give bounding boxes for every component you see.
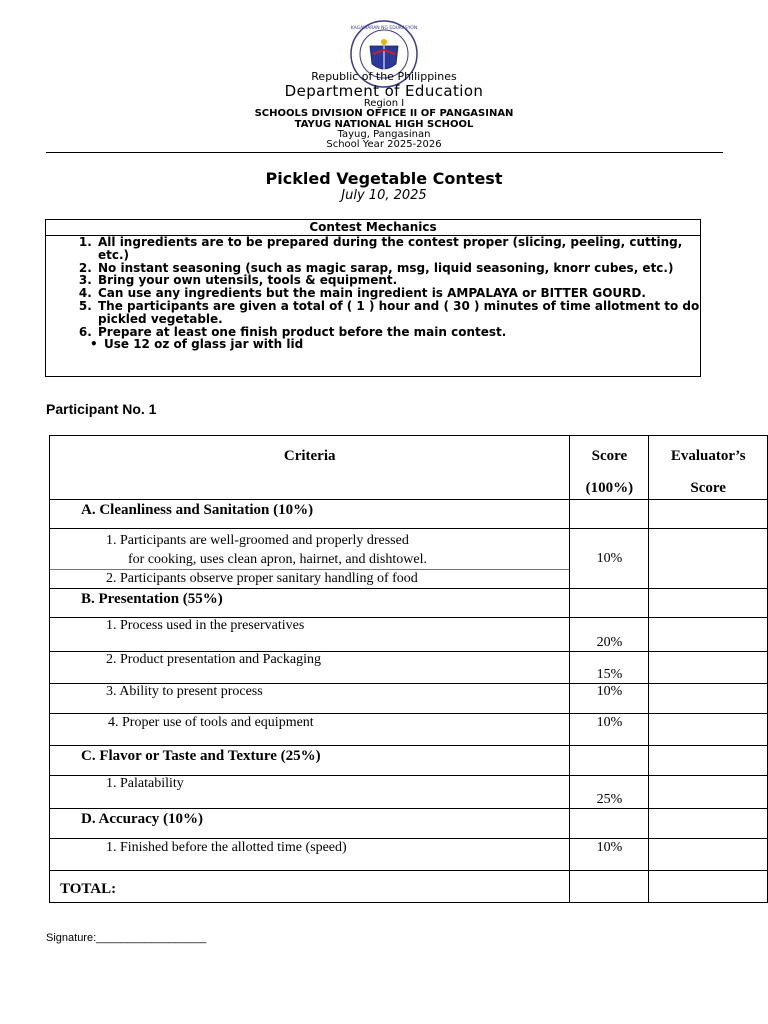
criterion-a1-line1: 1. Participants are well-groomed and properly dressed (106, 533, 409, 548)
mechanics-item: 5. The participants are given a total of ( 1 ) hour and ( 30 ) minutes of time allotment to do pickled vegetable. (96, 300, 700, 326)
score-header-line2: (100%) (585, 480, 634, 496)
section-d: D. Accuracy (10%) (50, 809, 570, 839)
evaluator-score-cell[interactable] (649, 500, 768, 529)
evaluator-score-cell[interactable] (649, 529, 768, 589)
evaluator-score-cell[interactable] (649, 589, 768, 618)
table-row (50, 529, 768, 589)
score-cell: 20% (570, 618, 649, 652)
criterion-c1: 1. Palatability (50, 776, 570, 809)
header-divider (46, 152, 723, 153)
department-text: Department of Education (284, 82, 484, 100)
table-row (50, 746, 768, 776)
table-row (50, 714, 768, 746)
region-text: Region I (363, 98, 405, 109)
table-row (50, 500, 768, 529)
mechanics-item: 4. Can use any ingredients but the main ingredient is AMPALAYA or BITTER GOURD. (96, 287, 700, 300)
mechanics-list (46, 236, 700, 338)
total-label: TOTAL: (50, 871, 570, 903)
evaluator-score-cell[interactable] (649, 618, 768, 652)
table-row (50, 652, 768, 684)
total-score-cell (570, 871, 649, 903)
table-row (50, 871, 768, 903)
mechanics-item: 6. Prepare at least one finish product before the main contest. (96, 326, 700, 339)
rubric-table (49, 435, 768, 903)
section-a-items (50, 529, 570, 589)
score-cell (570, 809, 649, 839)
score-cell: 10% (570, 839, 649, 871)
score-cell: 10% (570, 529, 649, 589)
criterion-a1-line2: for cooking, uses clean apron, hairnet, and dishtowel. (50, 551, 569, 570)
criterion-b4: 4. Proper use of tools and equipment (50, 714, 570, 746)
evaluator-score-cell[interactable] (649, 746, 768, 776)
section-b: B. Presentation (55%) (50, 589, 570, 618)
seal-text: KAGAWARAN NG EDUKASYON (350, 26, 418, 31)
score-cell (570, 500, 649, 529)
mechanics-heading: Contest Mechanics (46, 220, 700, 236)
table-header-row (50, 436, 768, 500)
contest-date: July 10, 2025 (341, 188, 427, 203)
score-cell: 15% (570, 652, 649, 684)
evaluator-score-cell[interactable] (649, 684, 768, 714)
table-row (50, 589, 768, 618)
evaluator-score-cell[interactable] (649, 809, 768, 839)
evaluator-score-cell[interactable] (649, 714, 768, 746)
table-row (50, 776, 768, 809)
score-header (570, 436, 649, 500)
table-row (50, 618, 768, 652)
evaluator-header-line1: Evaluator’s (670, 448, 746, 464)
criteria-header: Criteria (50, 436, 570, 500)
score-header-line1: Score (591, 448, 628, 464)
criterion-b2: 2. Product presentation and Packaging (50, 652, 570, 684)
mechanics-subitem: • Use 12 oz of glass jar with lid (104, 338, 700, 351)
score-cell: 25% (570, 776, 649, 809)
mechanics-item: 2. No instant seasoning (such as magic sarap, msg, liquid seasoning, knorr cubes, etc.) (96, 262, 700, 275)
mechanics-item: 1. All ingredients are to be prepared during the contest proper (slicing, peeling, cutting, etc.) (96, 236, 700, 262)
signature-line: Signature:__________________ (46, 932, 207, 944)
participant-label: Participant No. 1 (46, 401, 157, 417)
table-row (50, 839, 768, 871)
criterion-d1: 1. Finished before the allotted time (speed) (50, 839, 570, 871)
evaluator-score-cell[interactable] (649, 776, 768, 809)
division-text: SCHOOLS DIVISION OFFICE II OF PANGASINAN (254, 108, 514, 119)
score-cell (570, 589, 649, 618)
total-evaluator-cell[interactable] (649, 871, 768, 903)
republic-text: Republic of the Philippines (311, 70, 457, 83)
evaluator-header-line2: Score (690, 480, 726, 496)
contest-title: Pickled Vegetable Contest (265, 169, 503, 188)
school-text: TAYUG NATIONAL HIGH SCHOOL (294, 119, 474, 130)
section-c: C. Flavor or Taste and Texture (25%) (50, 746, 570, 776)
score-cell: 10% (570, 684, 649, 714)
criterion-b3: 3. Ability to present process (50, 684, 570, 714)
location-text: Tayug, Pangasinan (337, 129, 431, 140)
score-cell (570, 746, 649, 776)
criterion-a2: 2. Participants observe proper sanitary handling of food (106, 571, 418, 586)
evaluator-score-cell[interactable] (649, 839, 768, 871)
section-a: A. Cleanliness and Sanitation (10%) (50, 500, 570, 529)
mechanics-box (45, 219, 701, 377)
score-cell: 10% (570, 714, 649, 746)
criterion-b1: 1. Process used in the preservatives (50, 618, 570, 652)
table-row (50, 684, 768, 714)
evaluator-header (649, 436, 768, 500)
school-year-text: School Year 2025-2026 (326, 139, 442, 150)
table-row (50, 809, 768, 839)
mechanics-sublist (46, 338, 700, 351)
evaluator-score-cell[interactable] (649, 652, 768, 684)
mechanics-item: 3. Bring your own utensils, tools & equipment. (96, 274, 700, 287)
